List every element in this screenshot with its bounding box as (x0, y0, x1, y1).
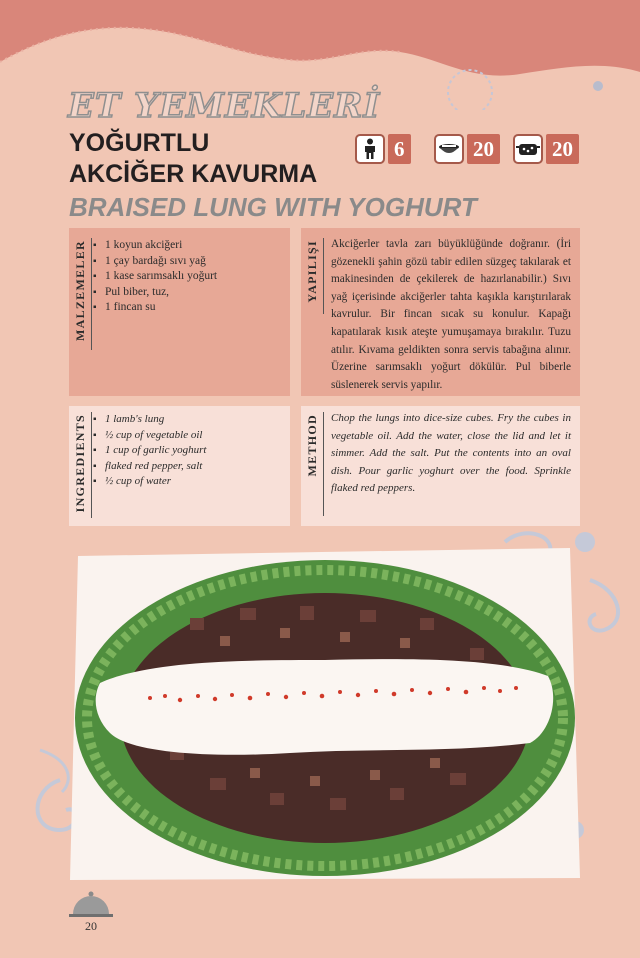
ingredients-turkish-box (69, 228, 290, 396)
ingredient-item: ▪ 1 çay bardağı sıvı yağ (93, 254, 217, 270)
person-icon (355, 134, 385, 164)
ingredients-english-list (93, 412, 206, 490)
method-english-box (301, 406, 580, 526)
method-turkish-label: YAPILIŞI (305, 240, 319, 303)
title-line-1: YOĞURTLU (69, 129, 210, 157)
divider (323, 238, 324, 314)
method-english-text: Chop the lungs into dice-size cubes. Fry the cubes in vegetable oil. Add the water, close the lid and let it simmer. Add the salt. Put the contents into an oval dish. Pour garlic yoghurt over the food. Sprinkle flaked red peppers. (331, 412, 571, 495)
ingredient-item: ▪ 1 koyun akciğeri (93, 238, 217, 254)
recipe-title-turkish (69, 128, 317, 190)
method-english-label: METHOD (305, 414, 319, 477)
ingredient-item: ▪ 1 lamb's lung (93, 412, 206, 428)
ingredient-item: ▪ flaked red pepper, salt (93, 459, 206, 475)
servings-badge (355, 132, 411, 166)
title-line-2: AKCİĞER KAVURMA (69, 160, 318, 188)
divider (323, 412, 324, 516)
ingredient-item: ▪ ½ cup of water (93, 474, 206, 490)
pot-icon (434, 134, 464, 164)
ingredient-item: ▪ 1 kase sarımsaklı yoğurt (93, 269, 217, 285)
dish-photo (70, 548, 580, 880)
prep-time-value: 20 (467, 134, 500, 164)
ingredients-english-label: INGREDIENTS (73, 414, 87, 513)
ingredient-item: ▪ 1 fincan su (93, 300, 217, 316)
divider (91, 412, 92, 518)
cook-time-badge (513, 132, 579, 166)
ingredients-turkish-label: MALZEMELER (73, 240, 87, 342)
ingredient-item: ▪ 1 cup of garlic yoghurt (93, 443, 206, 459)
category-heading: ET YEMEKLERİ (68, 86, 381, 126)
method-turkish-text: Akciğerler tavla zarı büyüklüğünde doğranır. (İri gözenekli şahin gözü tabir edilen süzgeç takılarak et makinesinden de çekilerek de hazırlanabilir.) Sıvı yağ içerisinde akciğerler tahta kaşıkla karıştırılarak kavrulur. Bir fincan sıcak su konulur. Kapağı kapatılarak kısık ateşte yumuşamaya bırakılır. Tuzu atılır. Kıvama geldikten sonra servis tabağına alınır. Üzerine sarımsaklı yoğurt dökülür. Pul biberle süslenerek servis yapılır. (331, 238, 571, 391)
cook-time-value: 20 (546, 134, 579, 164)
prep-time-badge (434, 132, 500, 166)
cooking-pan-icon (513, 134, 543, 164)
servings-value: 6 (388, 134, 411, 164)
ingredient-item: ▪ ½ cup of vegetable oil (93, 428, 206, 444)
divider (91, 238, 92, 350)
page-number: 20 (85, 919, 97, 933)
ingredient-item: ▪ Pul biber, tuz, (93, 285, 217, 301)
ingredients-turkish-list (93, 238, 217, 316)
cloche-icon (68, 890, 114, 920)
method-turkish-box (301, 228, 580, 396)
ingredients-english-box (69, 406, 290, 526)
recipe-title-english: BRAISED LUNG WITH YOGHURT (69, 192, 477, 222)
